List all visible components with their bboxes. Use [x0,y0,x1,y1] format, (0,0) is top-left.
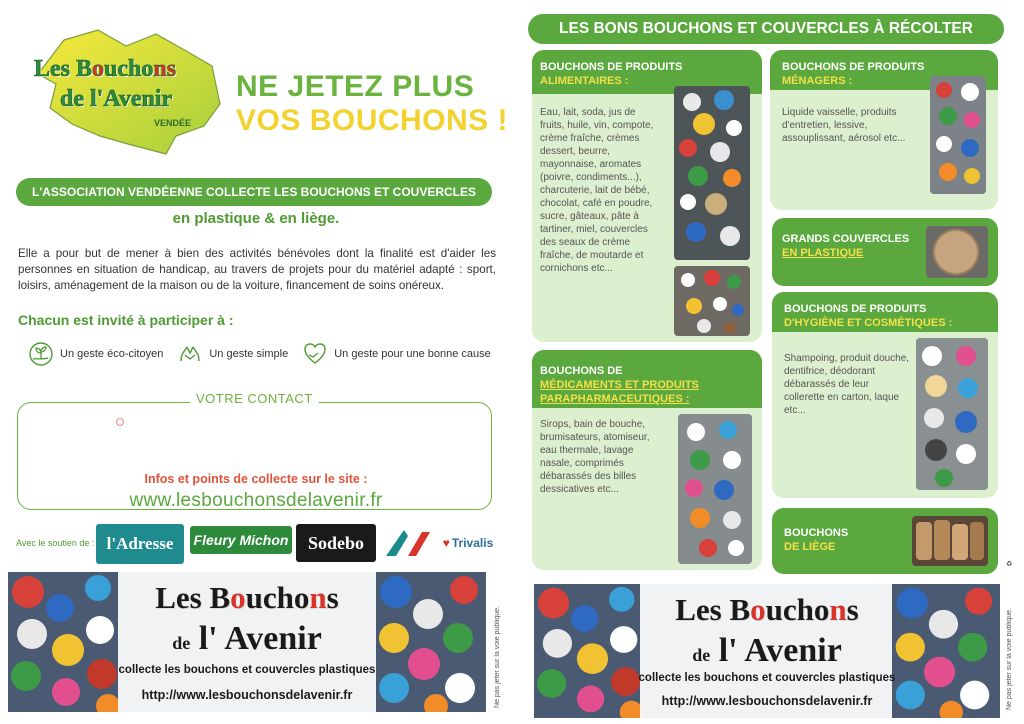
gesture-item [302,341,491,367]
banner-tagline: collecte les bouchons et couvercles plastiques [118,664,376,676]
banner-title: Les Bouchons [155,580,339,615]
card-text: Eau, lait, soda, jus de fruits, huile, vin, compote, crème fraîche, crèmes dessert, beurre, mayonnaise, aromates (poivre, condiments...), charcuterie, lait de bébé, chocolat, café en poudre, sucre, gâteaux, pâte à tartiner, miel, couvercles des seaux de crème fraîche, de moutarde et cornichons etc... [540,107,654,274]
collect-title: LES BONS BOUCHONS ET COUVERCLES À RÉCOLTER [528,14,1004,44]
trivalis-heart-icon: ♥ [442,536,450,550]
sponsor-fleury-michon-logo: Fleury Michon [190,526,292,554]
large-lid-image [926,226,988,278]
card-title: GRANDS COUVERCLES EN PLASTIQUE [782,233,910,259]
gesture-item [28,341,163,367]
banner-url[interactable]: http://www.lesbouchonsdelavenir.fr [661,694,873,708]
card-title: BOUCHONS DE LIÈGE [784,527,849,553]
headline-line-2: VOS BOUCHONS ! [236,104,509,137]
gesture-label: Un geste simple [209,348,289,360]
medicine-lids-image [678,414,752,564]
contact-dot [116,418,124,426]
logo-subtitle: de l'Avenir [60,86,173,112]
heart-hands-icon [302,341,328,367]
recycle-mark-icon: ♻ [1006,561,1013,568]
gesture-label: Un geste pour une bonne cause [334,348,491,360]
logo-region: VENDÉE [154,118,192,128]
lids-photo-2 [674,266,750,336]
sponsor-adresse-logo: l'Adresse [96,524,184,564]
card-grands-couvercles [772,218,998,286]
card-title: BOUCHONS DE PRODUITS ALIMENTAIRES : [540,61,683,87]
website-link[interactable]: www.lesbouchonsdelavenir.fr [129,490,383,511]
card-menagers [770,50,998,210]
lids-photo [674,86,750,260]
cork-stoppers-image [912,516,988,566]
credit-agricole-icon [382,526,434,560]
right-page [512,0,1024,724]
gesture-list [28,340,498,368]
food-lids-image [674,266,750,336]
food-lids-image [674,86,750,260]
card-title: BOUCHONS DE MÉDICAMENTS ET PRODUITS PARAPHARMACEUTIQUES : [540,365,699,405]
banner-ad-right [534,584,1000,718]
sponsors-label: Avec le soutien de : [16,538,95,548]
card-title: BOUCHONS DE PRODUITS MÉNAGERS : [782,61,925,87]
card-text: Shampoing, produit douche, dentifrice, déodorant débarassés de leur collerette en carton, laque etc... [784,353,910,416]
gesture-label: Un geste éco-citoyen [60,348,164,360]
lids-photo [916,338,988,490]
sponsor-sodebo-logo: Sodebo [296,524,376,562]
sponsor-trivalis-logo: ♥ Trivalis [438,524,498,562]
cork-photo [912,516,988,566]
lids-photo [930,76,986,194]
headline-line-1: NE JETEZ PLUS [236,70,475,103]
association-description: Elle a pour but de mener à bien des activités bénévoles dont la finalité est d'aider les personnes en situation de handicap, au travers de projets pour du matériel adapté : sport, loisirs, aménagement de la maison ou de la voiture, financement de soins onéreux. [18,247,496,292]
banner-subtitle: de l' Avenir [692,632,842,669]
gesture-item [177,341,288,367]
association-banner: L'ASSOCIATION VENDÉENNE COLLECTE LES BOUCHONS ET COUVERCLES [16,178,492,206]
card-text: Sirops, bain de bouche, brumisateurs, atomiseur, eau thermale, lavage nasale, comprimés débarassés des billes dessicatives etc... [540,419,650,495]
banner-ad-left [8,572,486,712]
sponsor-credit-agricole-logo [380,524,436,562]
household-lids-image [930,76,986,194]
card-liege [772,508,998,574]
card-alimentaires [532,50,762,342]
card-medicaments [532,350,762,570]
banner-title: Les Bouchons [675,592,859,627]
hands-icon [177,341,203,367]
banner-tagline: collecte les bouchons et couvercles plastiques [638,672,896,684]
cosmetic-lids-image [916,338,988,490]
contact-title: VOTRE CONTACT [190,391,319,406]
card-text: Liquide vaisselle, produits d'entretien, lessive, assouplissant, aérosol etc... [782,107,906,144]
side-note: Ne pas jeter sur la voie publique. [494,606,501,708]
side-note: Ne pas jeter sur la voie publique. [1006,608,1013,710]
banner-subtitle: de l' Avenir [172,620,322,657]
plant-hand-icon [28,341,54,367]
contact-info: Infos et points de collecte sur le site : [144,472,368,486]
lids-photo [678,414,752,564]
association-subtitle: en plastique & en liège. [172,210,340,227]
logo-title: Les Bouchons [34,56,177,82]
card-title: BOUCHONS DE PRODUITS D'HYGIÈNE ET COSMÉTIQUES : [784,303,953,329]
invite-title: Chacun est invité à participer à : [18,312,234,328]
large-lid-photo [926,226,988,278]
banner-url[interactable]: http://www.lesbouchonsdelavenir.fr [141,688,353,702]
card-hygiene [772,292,998,498]
association-logo [16,26,226,156]
